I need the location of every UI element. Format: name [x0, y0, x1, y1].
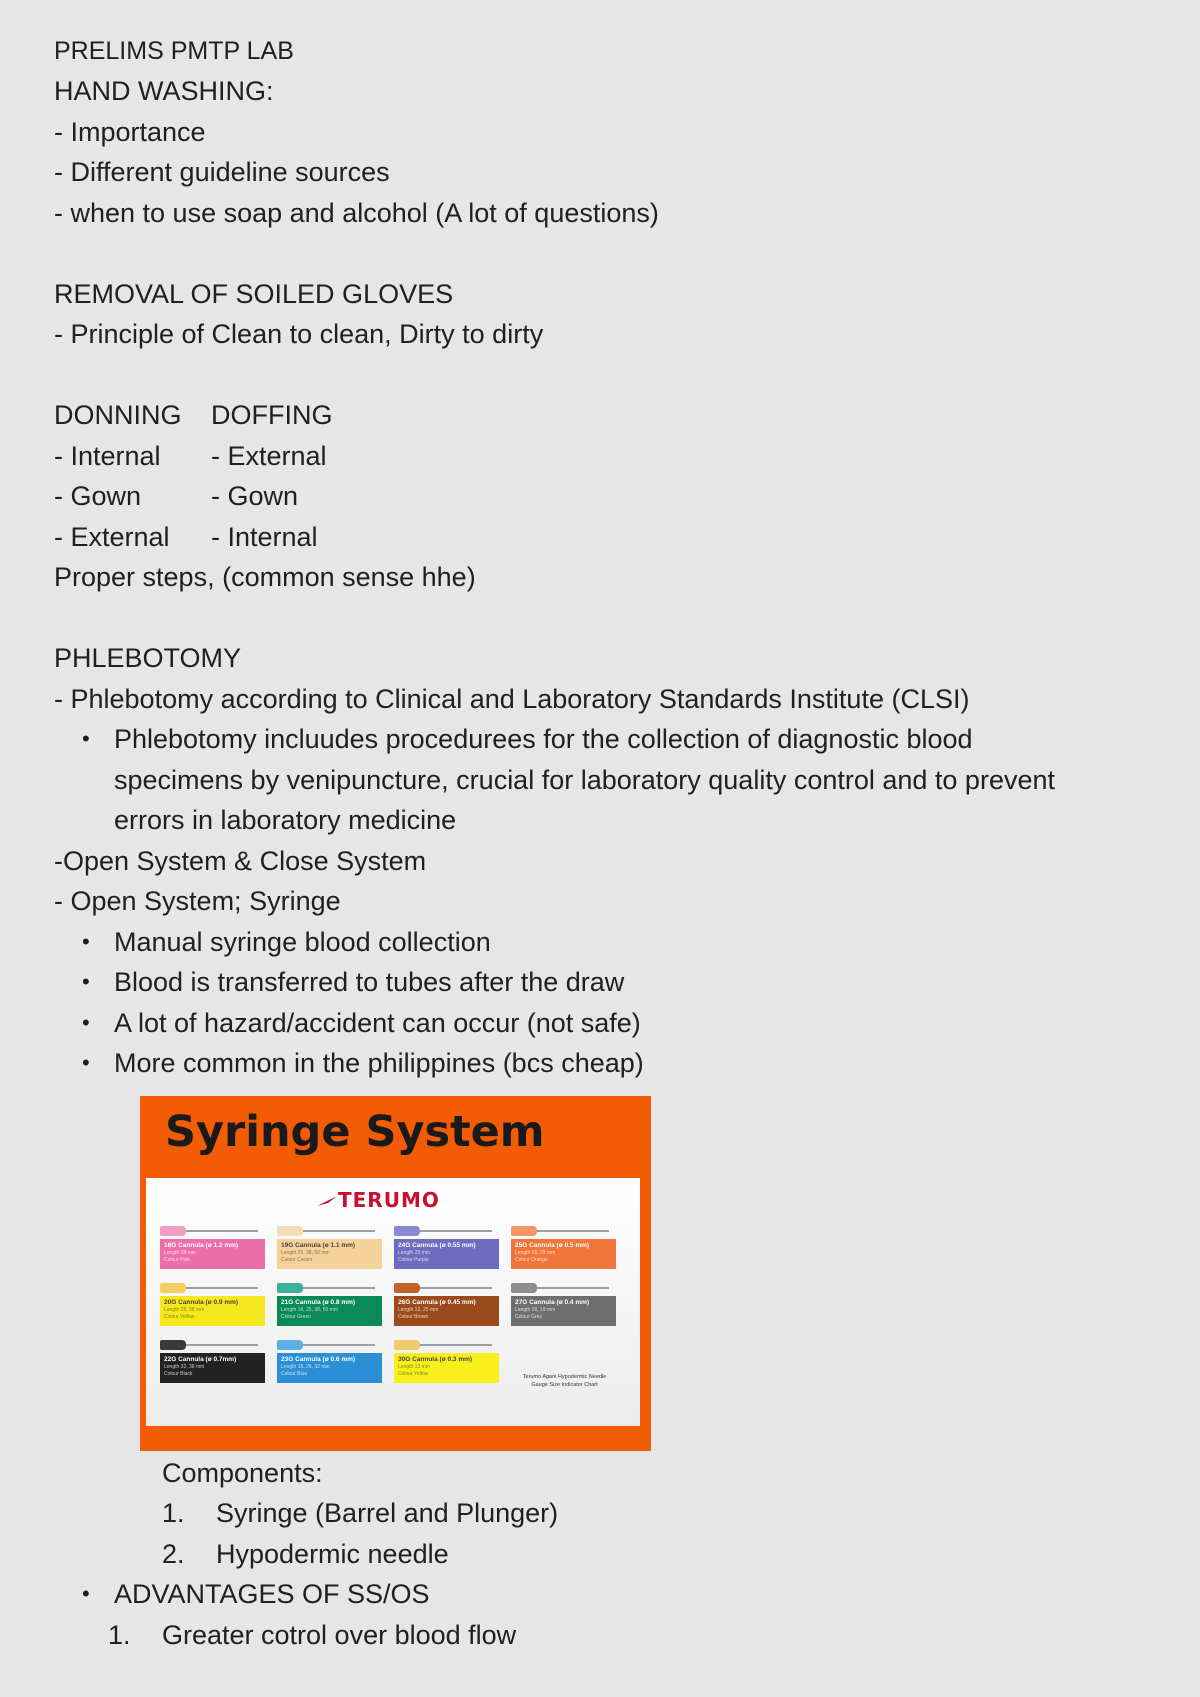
cannula-length: Length 25, 38 mm: [164, 1306, 205, 1313]
cannula-swatch: [160, 1226, 265, 1276]
needle-icon: [277, 1283, 382, 1293]
donning-item: - Gown: [54, 481, 142, 511]
cannula-length: Length 32, 38 mm: [164, 1363, 205, 1370]
cannula-colour: Colour Brown: [398, 1313, 429, 1320]
syringe-system-figure: [140, 1096, 651, 1451]
cannula-length: Length 38 mm: [164, 1249, 196, 1256]
cannula-colour: Colour Green: [281, 1313, 312, 1320]
cannula-swatch: [511, 1283, 616, 1333]
cannula-colour: Colour Purple: [398, 1256, 429, 1263]
figure-title: Syringe System: [165, 1106, 545, 1157]
component-text: Syringe (Barrel and Plunger): [216, 1498, 559, 1528]
cannula-length: Length 16, 25, 38, 50 mm: [281, 1306, 338, 1313]
component-text: Hypodermic needle: [216, 1538, 449, 1569]
bullet-icon: •: [82, 969, 90, 994]
list-number: 1.: [162, 1498, 185, 1528]
cannula-length: Length 16, 25, 32 mm: [281, 1363, 330, 1370]
components-block: [162, 1453, 1164, 1575]
donning-item: - Internal: [54, 440, 161, 471]
cannula-colour: Colour Cream: [281, 1256, 313, 1263]
doffing-item: - External: [211, 440, 327, 471]
open-bullet-text: Blood is transferred to tubes after the draw: [114, 967, 625, 997]
needle-icon: [160, 1283, 265, 1293]
needle-icon: [277, 1340, 382, 1350]
cannula-length: Length 25 mm: [398, 1249, 430, 1256]
donning-item: - External: [54, 521, 170, 552]
cannula-swatch: [394, 1340, 499, 1390]
bullet-icon: •: [82, 726, 90, 751]
needle-icon: [394, 1283, 499, 1293]
logo-swoosh-icon: [316, 1194, 338, 1208]
cannula-colour: Colour Grey: [515, 1313, 542, 1320]
bullet-icon: •: [82, 1009, 90, 1035]
donning-note: Proper steps, (common sense hhe): [54, 562, 476, 592]
donning-heading: DONNING: [54, 400, 182, 430]
list-item: [162, 1534, 1164, 1575]
advantage-text: Greater cotrol over blood flow: [162, 1619, 517, 1650]
cannula-label: 26G Cannula (ø 0.45 mm): [398, 1298, 476, 1306]
needle-icon: [160, 1226, 265, 1236]
list-item: [162, 1493, 1164, 1534]
list-item: [54, 962, 1164, 1003]
needle-icon: [160, 1340, 265, 1350]
hand-washing-item: - Importance: [54, 116, 206, 147]
list-number: 1.: [108, 1619, 131, 1650]
bullet-icon: •: [82, 928, 90, 954]
bullet-icon: •: [82, 1050, 90, 1075]
needle-icon: [394, 1226, 499, 1236]
cannula-length: Length 13, 25 mm: [398, 1306, 439, 1313]
needle-icon: [277, 1226, 382, 1236]
cannula-label: 19G Cannula (ø 1.1 mm): [281, 1241, 356, 1249]
cannula-label: 23G Cannula (ø 0.6 mm): [281, 1355, 356, 1363]
cannula-swatch: [394, 1283, 499, 1333]
chart-caption-line: Terumo Agani Hypodermic Needle: [522, 1373, 607, 1380]
list-item: [54, 1615, 1164, 1656]
needle-icon: [394, 1340, 499, 1350]
chart-caption-line: Gauge Size Indicator Chart: [531, 1381, 598, 1388]
needle-icon: [511, 1226, 616, 1236]
doffing-heading: DOFFING: [211, 400, 333, 430]
list-item: [54, 1043, 1164, 1084]
components-heading: Components:: [162, 1457, 323, 1488]
cannula-swatch: [160, 1283, 265, 1333]
cannula-colour: Colour Blue: [281, 1370, 308, 1377]
cannula-length: Length 25, 38, 50 mm: [281, 1249, 330, 1256]
list-item: [54, 1003, 1164, 1044]
cannula-colour: Colour Yellow: [398, 1370, 429, 1377]
systems-line: -Open System & Close System: [54, 845, 427, 876]
cannula-swatch: [277, 1283, 382, 1333]
cannula-swatch: [394, 1226, 499, 1276]
clsi-line: - Phlebotomy according to Clinical and Laboratory Standards Institute (CLSI): [54, 683, 970, 714]
cannula-colour: Colour Yellow: [164, 1313, 195, 1320]
cannula-label: 27G Cannula (ø 0.4 mm): [515, 1298, 590, 1306]
cannula-length: Length 13 mm: [398, 1363, 430, 1370]
cannula-label: 30G Cannula (ø 0.3 mm): [398, 1355, 473, 1363]
doffing-item: - Gown: [211, 481, 299, 511]
doffing-item: - Internal: [211, 521, 318, 552]
cannula-swatch: [511, 1226, 616, 1276]
donning-doffing-table: [54, 395, 1164, 557]
cannula-label: 22G Cannula (ø 0.7mm): [164, 1355, 237, 1363]
open-bullet-text: A lot of hazard/accident can occur (not safe): [114, 1007, 641, 1038]
gloves-item: - Principle of Clean to clean, Dirty to dirty: [54, 319, 544, 349]
document: [54, 31, 1164, 1655]
cannula-label: 24G Cannula (ø 0.55 mm): [398, 1241, 476, 1249]
cannula-length: Length 16, 19 mm: [515, 1306, 556, 1313]
cannula-swatch: [277, 1226, 382, 1276]
clsi-bullet-text: Phlebotomy incluudes proceduree‍s for the collection of diagnostic blood specimens by venipuncture, crucial for laboratory quality control and to prevent errors in laboratory medicine: [114, 724, 1055, 835]
advantages-heading: ADVANTAGES OF SS/OS: [114, 1579, 430, 1609]
cannula-swatch: [160, 1340, 265, 1390]
phlebotomy-heading: PHLEBOTOMY: [54, 643, 242, 673]
list-item: [54, 922, 1164, 963]
cannula-label: 25G Cannula (ø 0.5 mm): [515, 1241, 590, 1249]
open-bullet-text: More common in the philippines (bcs cheap): [114, 1048, 644, 1078]
chart-caption: [512, 1373, 617, 1389]
logo-text: TERUMO: [338, 1188, 440, 1213]
cannula-length: Length 16, 25 mm: [515, 1249, 556, 1256]
needle-chart-panel: [146, 1178, 640, 1426]
cannula-label: 21G Cannula (ø 0.8 mm): [281, 1298, 356, 1306]
doc-title: PRELIMS PMTP LAB: [54, 37, 294, 65]
list-number: 2.: [162, 1538, 185, 1569]
open-bullet-text: Manual syringe blood collection: [114, 926, 491, 957]
hand-washing-heading: HAND WASHING:: [54, 76, 274, 106]
gloves-heading: REMOVAL OF SOILED GLOVES: [54, 278, 454, 309]
terumo-logo: [316, 1186, 440, 1216]
list-item: [54, 1574, 1164, 1615]
bullet-icon: •: [82, 1581, 90, 1606]
hand-washing-item: - Different guideline sources: [54, 157, 390, 187]
cannula-swatch: [277, 1340, 382, 1390]
cannula-colour: Colour Pink: [164, 1256, 190, 1263]
cannula-label: 20G Cannula (ø 0.9 mm): [164, 1298, 239, 1306]
open-system-line: - Open System; Syringe: [54, 886, 341, 916]
list-item: [54, 719, 1164, 841]
needle-icon: [511, 1283, 616, 1293]
cannula-colour: Colour Black: [164, 1370, 193, 1377]
cannula-colour: Colour Orange: [515, 1256, 548, 1263]
cannula-label: 18G Cannula (ø 1.2 mm): [164, 1241, 239, 1249]
hand-washing-item: - when to use soap and alcohol (A lot of questions): [54, 197, 659, 228]
